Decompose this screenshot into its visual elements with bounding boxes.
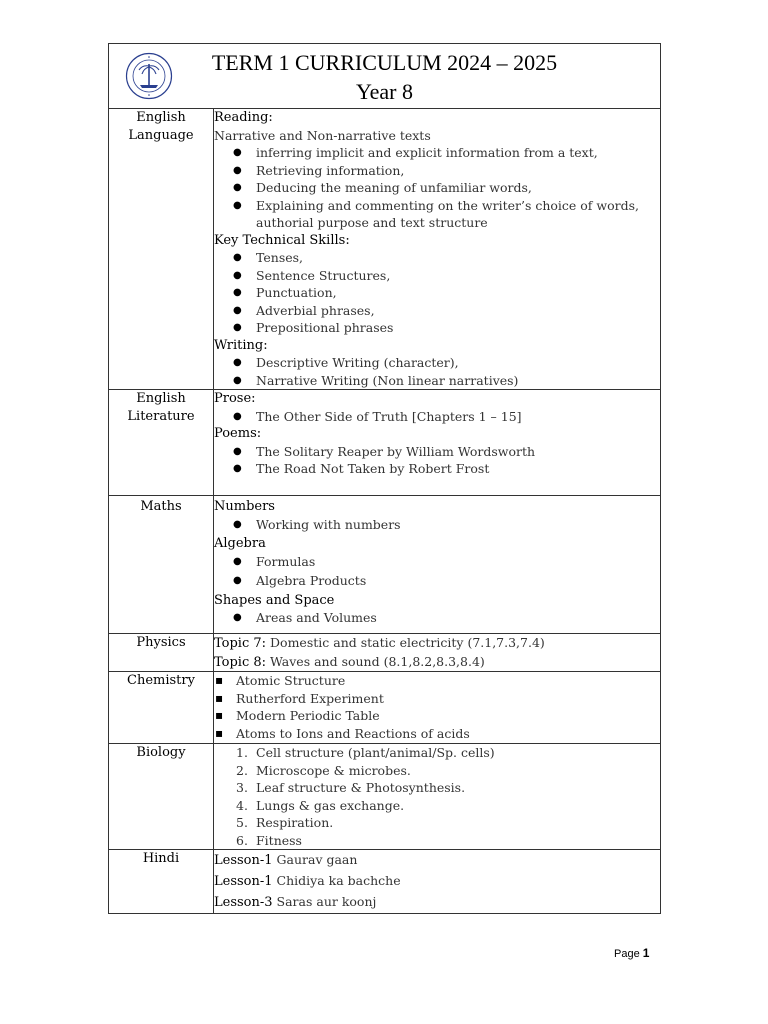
bullet-list <box>214 354 660 389</box>
title-line-2: Year 8 <box>355 79 414 104</box>
subject-cell <box>109 496 214 634</box>
item-text: Leaf structure & Photosynthesis. <box>256 780 466 795</box>
numbered-list <box>214 744 660 849</box>
english-language-row <box>109 109 661 390</box>
list-item: ● Formulas <box>214 553 660 571</box>
maths-row <box>109 496 661 634</box>
subject-name: Hindi <box>142 851 180 866</box>
list-item <box>214 832 660 850</box>
subject-name: Maths <box>140 499 182 514</box>
list-item: ▪ Atomic Structure <box>214 672 660 690</box>
content-cell <box>214 496 661 634</box>
subject-cell <box>109 390 214 496</box>
item-number: 5. <box>236 815 248 830</box>
subject-name: English <box>136 391 186 406</box>
list-item <box>214 779 660 797</box>
section-subtext: Narrative and Non-narrative texts <box>214 127 431 143</box>
list-item: ● Explaining and commenting on the writer’s choice of words, authorial purpose and text structure <box>214 197 660 232</box>
content-cell <box>214 109 661 390</box>
subject-cell <box>109 744 214 850</box>
lesson-label: Lesson-1 <box>214 853 273 868</box>
bullet-list <box>214 553 660 590</box>
header-row <box>109 44 661 109</box>
item-text: Fitness <box>256 832 302 848</box>
list-item: ● Punctuation, <box>214 284 660 302</box>
lesson-label: Lesson-1 <box>214 874 273 889</box>
item-number: 3. <box>236 780 248 795</box>
section-heading: Algebra <box>214 536 266 551</box>
lesson-line <box>214 871 660 892</box>
bullet-list <box>214 408 660 426</box>
list-item: ▪ Rutherford Experiment <box>214 690 660 708</box>
list-item: ● The Solitary Reaper by William Wordsworth <box>214 443 660 461</box>
content-cell <box>214 634 661 672</box>
list-item: ● Sentence Structures, <box>214 267 660 285</box>
page-number: 1 <box>642 946 650 960</box>
item-number: 1. <box>236 745 248 760</box>
section-heading: Shapes and Space <box>214 592 335 608</box>
list-item <box>214 814 660 832</box>
list-item: ● Descriptive Writing (character), <box>214 354 660 372</box>
bullet-list <box>214 443 660 478</box>
page-title <box>109 48 660 106</box>
item-number: 2. <box>236 762 248 778</box>
hindi-row <box>109 850 661 914</box>
topic-text: Domestic and static electricity (7.1,7.3,7.4) <box>270 635 545 650</box>
biology-row <box>109 744 661 850</box>
lesson-title: Gaurav gaan <box>276 852 358 867</box>
list-item: ● Adverbial phrases, <box>214 302 660 320</box>
subject-cell <box>109 672 214 744</box>
list-item: ● Narrative Writing (Non linear narratives) <box>214 372 660 390</box>
list-item <box>214 797 660 815</box>
section-heading: Writing: <box>214 337 268 353</box>
subject-name: Chemistry <box>127 673 195 688</box>
topic-text: Waves and sound (8.1,8.2,8.3,8.4) <box>270 653 485 669</box>
list-item: ▪ Atoms to Ions and Reactions of acids <box>214 725 660 743</box>
page-footer <box>614 946 649 960</box>
bullet-list <box>214 609 660 627</box>
topic-line <box>214 653 660 672</box>
list-item: ● Working with numbers <box>214 516 660 534</box>
bullet-list <box>214 516 660 534</box>
section-heading: Numbers <box>214 499 275 514</box>
list-item <box>214 762 660 780</box>
list-item: ● inferring implicit and explicit information from a text, <box>214 144 660 162</box>
section-heading: Key Technical Skills: <box>214 232 350 248</box>
list-item: ● Retrieving information, <box>214 162 660 180</box>
lesson-label: Lesson-3 <box>214 895 273 910</box>
topic-label: Topic 7: <box>214 636 267 651</box>
item-text: Cell structure (plant/animal/Sp. cells) <box>256 745 495 760</box>
list-item: ● The Other Side of Truth [Chapters 1 – 15] <box>214 408 660 426</box>
lesson-title: Chidiya ka bachche <box>276 873 401 888</box>
list-item: ● Areas and Volumes <box>214 609 660 627</box>
subject-name: Biology <box>136 745 186 760</box>
list-item <box>214 744 660 762</box>
page-label: Page <box>614 948 640 960</box>
item-text: Respiration. <box>256 815 334 830</box>
physics-row <box>109 634 661 672</box>
item-number: 4. <box>236 797 248 813</box>
curriculum-table <box>108 43 661 914</box>
section-heading: Poems: <box>214 426 262 441</box>
content-cell <box>214 850 661 914</box>
topic-label: Topic 8: <box>214 654 267 670</box>
section-heading: Prose: <box>214 391 256 406</box>
subject-name: Literature <box>127 409 195 424</box>
subject-name: Language <box>128 128 194 143</box>
chemistry-row <box>109 672 661 744</box>
subject-cell <box>109 850 214 914</box>
list-item: ● Tenses, <box>214 249 660 267</box>
header-cell <box>109 44 661 109</box>
lesson-line <box>214 850 660 871</box>
section-heading: Reading: <box>214 110 273 125</box>
content-cell <box>214 672 661 744</box>
subject-name: Physics <box>136 635 186 650</box>
lesson-line <box>214 892 660 913</box>
subject-name: English <box>136 110 186 125</box>
lesson-title: Saras aur koonj <box>276 894 377 909</box>
subject-cell <box>109 109 214 390</box>
title-line-1: TERM 1 CURRICULUM 2024 – 2025 <box>211 50 558 75</box>
english-literature-row <box>109 390 661 496</box>
content-cell <box>214 390 661 496</box>
content-cell <box>214 744 661 850</box>
topic-line <box>214 634 660 653</box>
list-item: ▪ Modern Periodic Table <box>214 707 660 725</box>
square-bullet-list <box>214 672 660 742</box>
list-item: ● Deducing the meaning of unfamiliar words, <box>214 179 660 197</box>
list-item: ● Algebra Products <box>214 572 660 590</box>
list-item: ● Prepositional phrases <box>214 319 660 337</box>
subject-cell <box>109 634 214 672</box>
item-text: Microscope & microbes. <box>256 762 411 778</box>
item-text: Lungs & gas exchange. <box>256 797 405 813</box>
bullet-list <box>214 144 660 232</box>
bullet-list <box>214 249 660 337</box>
item-number: 6. <box>236 832 248 848</box>
list-item: ● The Road Not Taken by Robert Frost <box>214 460 660 478</box>
